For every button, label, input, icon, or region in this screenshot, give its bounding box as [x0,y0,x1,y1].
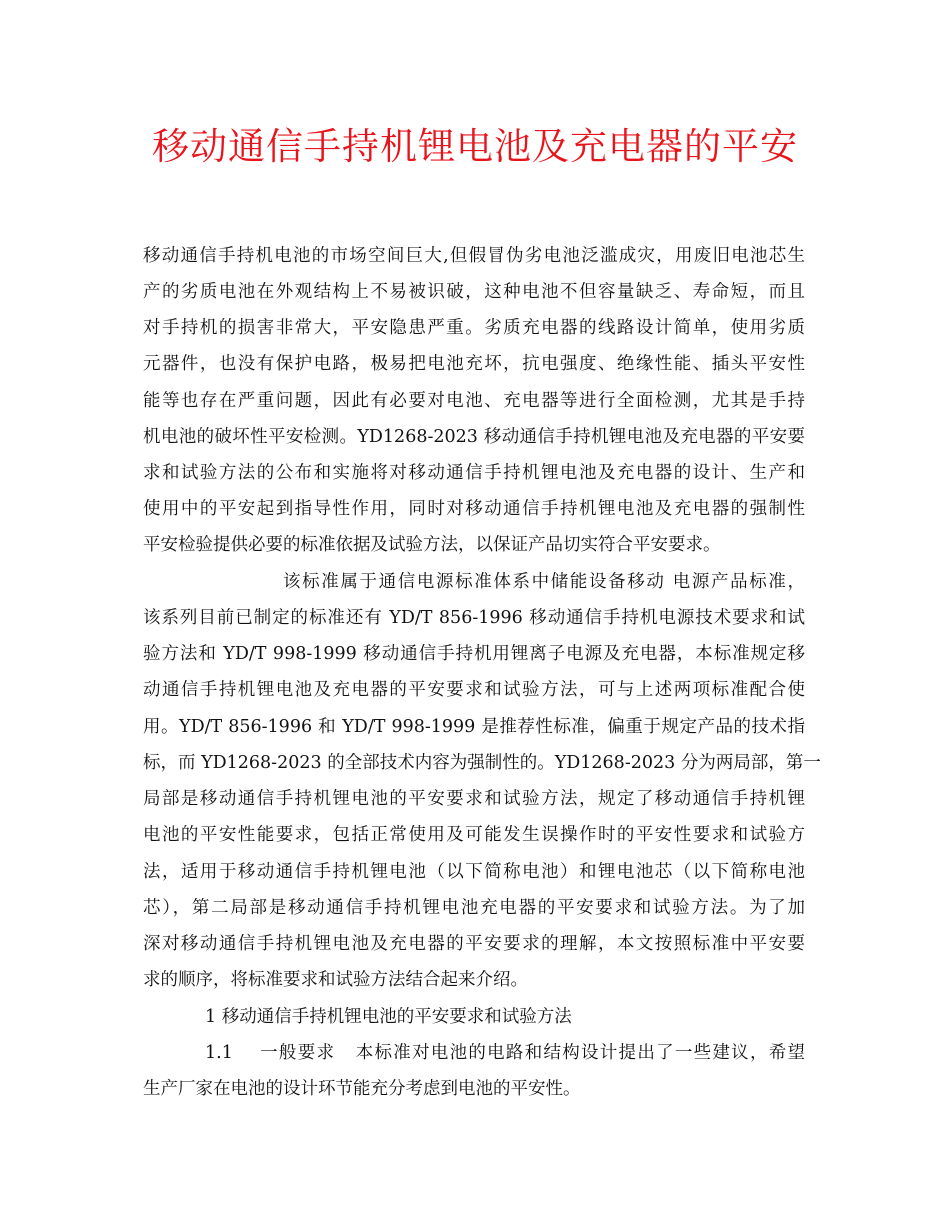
paragraph-1-line: 对手持机的损害非常大，平安隐患严重。劣质充电器的线路设计简单，使用劣质 [143,318,805,338]
paragraph-2-line: 验方法和 YD/T 998-1999 移动通信手持机用锂离子电源及充电器，本标准规定移 [143,644,805,664]
paragraph-1-line: 使用中的平安起到指导性作用，同时对移动通信手持机锂电池及充电器的强制性 [143,499,805,519]
document-title: 移动通信手持机锂电池及充电器的平安 [152,125,798,168]
paragraph-1-line: 元器件，也没有保护电路，极易把电池充坏，抗电强度、绝缘性能、插头平安性 [143,354,805,374]
paragraph-2-line: 该标准属于通信电源标准体系中储能设备移动 电源产品标准， [283,572,805,592]
paragraph-2-line: 芯），第二局部是移动通信手持机锂电池充电器的平安要求和试验方法。为了加 [143,898,805,918]
paragraph-2-line: 电池的平安性能要求，包括正常使用及可能发生误操作时的平安性要求和试验方 [143,825,805,845]
paragraph-1-line: 移动通信手持机电池的市场空间巨大,但假冒伪劣电池泛滥成灾，用废旧电池芯生 [143,246,805,266]
paragraph-1-line: 能等也存在严重问题，因此有必要对电池、充电器等进行全面检测，尤其是手持 [143,391,805,411]
paragraph-1-line: 产的劣质电池在外观结构上不易被识破，这种电池不但容量缺乏、寿命短，而且 [143,282,805,302]
subsection-line: 生产厂家在电池的设计环节能充分考虑到电池的平安性。 [143,1079,581,1099]
paragraph-2-line: 局部是移动通信手持机锂电池的平安要求和试验方法，规定了移动通信手持机锂 [143,789,805,809]
paragraph-2-line: 动通信手持机锂电池及充电器的平安要求和试验方法，可与上述两项标准配合使 [143,680,805,700]
paragraph-1-line: 求和试验方法的公布和实施将对移动通信手持机锂电池及充电器的设计、生产和 [143,463,805,483]
paragraph-2-line: 标，而 YD1268-2023 的全部技术内容为强制性的。YD1268-2023 分为两局部，第一 [143,753,821,773]
paragraph-2-line: 求的顺序，将标准要求和试验方法结合起来介绍。 [143,970,528,990]
paragraph-2-line: 法，适用于移动通信手持机锂电池（以下简称电池）和锂电池芯（以下简称电池 [143,862,805,882]
paragraph-2-line: 用。YD/T 856-1996 和 YD/T 998-1999 是推荐性标准，偏重于规定产品的技术指 [143,717,805,737]
section-heading: 1 移动通信手持机锂电池的平安要求和试验方法 [205,1007,572,1027]
paragraph-1-line: 平安检验提供必要的标准依据及试验方法，以保证产品切实符合平安要求。 [143,535,721,555]
paragraph-2-line: 该系列目前已制定的标准还有 YD/T 856-1996 移动通信手持机电源技术要求和试 [143,608,805,628]
subsection-line: 1.1 一般要求 本标准对电池的电路和结构设计提出了一些建议，希望 [205,1043,805,1063]
paragraph-1-line: 机电池的破坏性平安检测。YD1268-2023 移动通信手持机锂电池及充电器的平安要 [143,427,805,447]
paragraph-2-line: 深对移动通信手持机锂电池及充电器的平安要求的理解，本文按照标准中平安要 [143,934,805,954]
